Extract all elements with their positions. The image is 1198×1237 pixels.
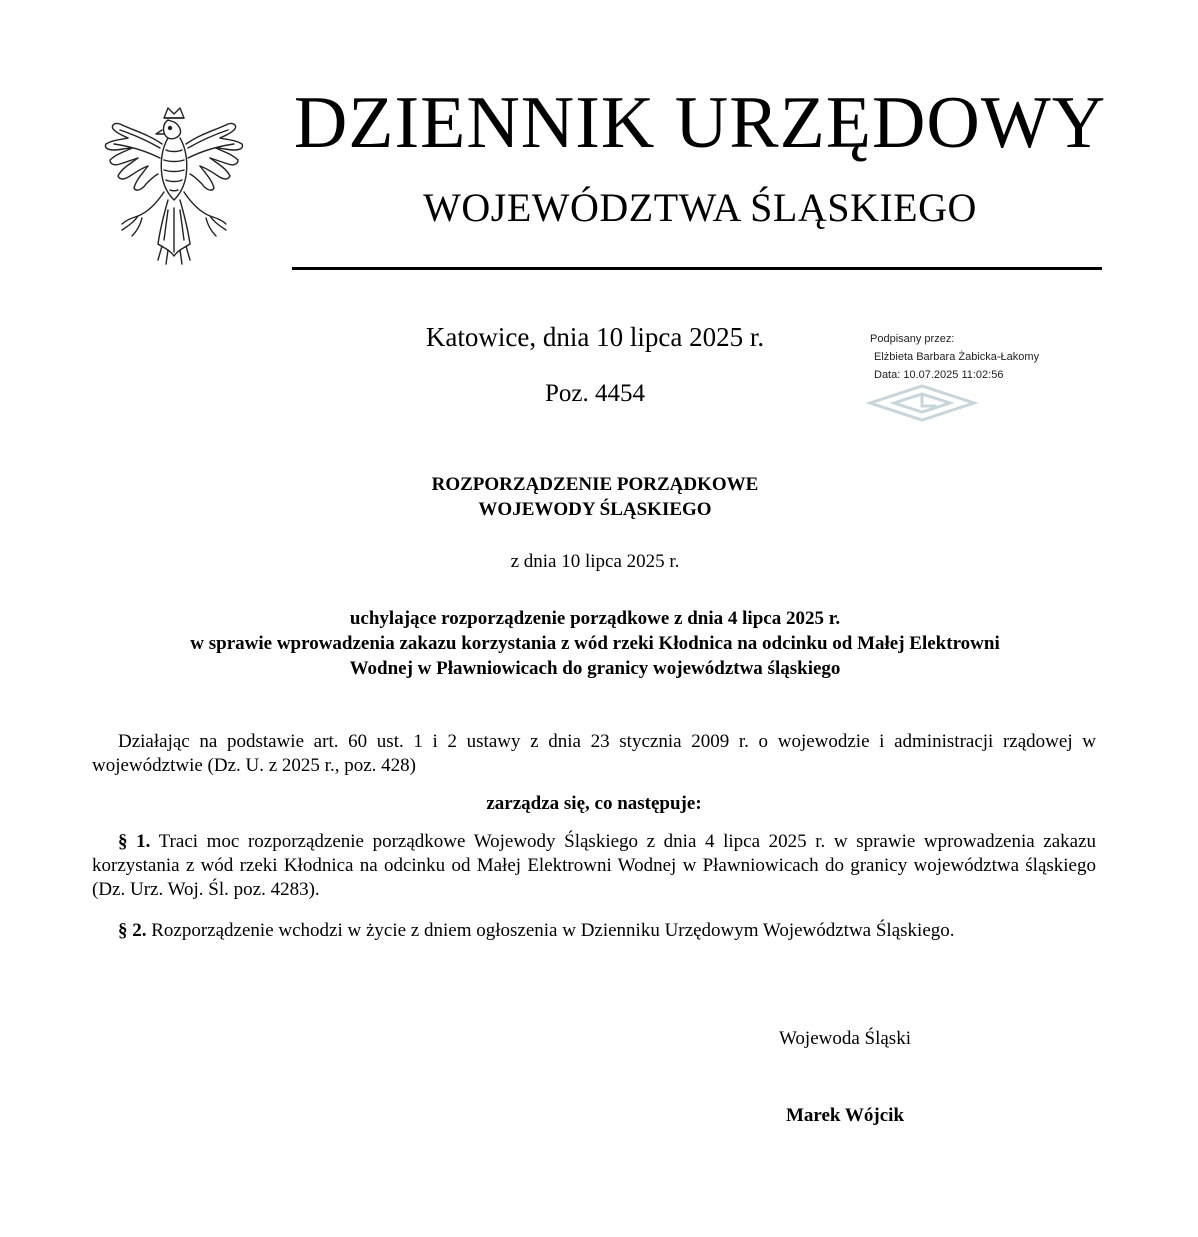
signature-date: Data: 10.07.2025 11:02:56 xyxy=(874,369,1004,381)
act-date: z dnia 10 lipca 2025 r. xyxy=(510,551,680,572)
place-date: Katowice, dnia 10 lipca 2025 r. xyxy=(425,322,765,352)
signature-signer: Elżbieta Barbara Żabicka-Łakomy xyxy=(874,351,1040,363)
act-type-line: ROZPORZĄDZENIE PORZĄDKOWE xyxy=(431,474,759,495)
e-signature-mark-icon xyxy=(866,384,978,422)
position-number: Poz. 4454 xyxy=(545,380,645,407)
paragraph-1 xyxy=(92,830,1096,902)
act-subject-line: Wodnej w Pławniowicach do granicy województwa śląskiego xyxy=(349,658,841,679)
paragraph-2-number: § 2. xyxy=(118,920,147,941)
act-authority-line: WOJEWODY ŚLĄSKIEGO xyxy=(478,499,712,520)
masthead-divider xyxy=(292,267,1102,270)
masthead-title: DZIENNIK URZĘDOWY xyxy=(293,82,1107,164)
signatory-name: Marek Wójcik xyxy=(785,1105,905,1126)
act-type xyxy=(60,472,1130,522)
signatory-office: Wojewoda Śląski xyxy=(779,1028,911,1049)
paragraph-1-number: § 1. xyxy=(118,831,151,852)
act-subject-line: w sprawie wprowadzenia zakazu korzystania z wód rzeki Kłodnica na odcinku od Małej Elektrowni xyxy=(190,633,1000,654)
paragraph-2-text: Rozporządzenie wchodzi w życie z dniem ogłoszenia w Dzienniku Urzędowym Województwa Śląskiego. xyxy=(146,920,955,941)
electronic-signature-block xyxy=(870,330,1130,384)
white-eagle-emblem-icon xyxy=(98,104,250,272)
paragraph-2 xyxy=(92,919,1096,943)
act-subject-line: uchylające rozporządzenie porządkowe z dnia 4 lipca 2025 r. xyxy=(349,608,841,629)
paragraph-1-text: Traci moc rozporządzenie porządkowe Wojewody Śląskiego z dnia 4 lipca 2025 r. w sprawie wprowadzenia zakazu korzystania z wód rzeki Kłodnica na odcinku od Małej Elektrowni Wodnej w Pławniowicach do granicy województwa śląskiego (Dz. Urz. Woj. Śl. poz. 4283). xyxy=(92,831,1096,900)
legal-basis-paragraph: Działając na podstawie art. 60 ust. 1 i 2 ustawy z dnia 23 stycznia 2009 r. o wojewodzie i administracji rządowej w województwie (Dz. U. z 2025 r., poz. 428) xyxy=(92,731,1096,776)
signature-label: Podpisany przez: xyxy=(870,333,955,345)
masthead-subtitle: WOJEWÓDZTWA ŚLĄSKIEGO xyxy=(423,185,977,230)
act-subject xyxy=(60,606,1130,681)
orders-clause: zarządza się, co następuje: xyxy=(486,793,702,814)
